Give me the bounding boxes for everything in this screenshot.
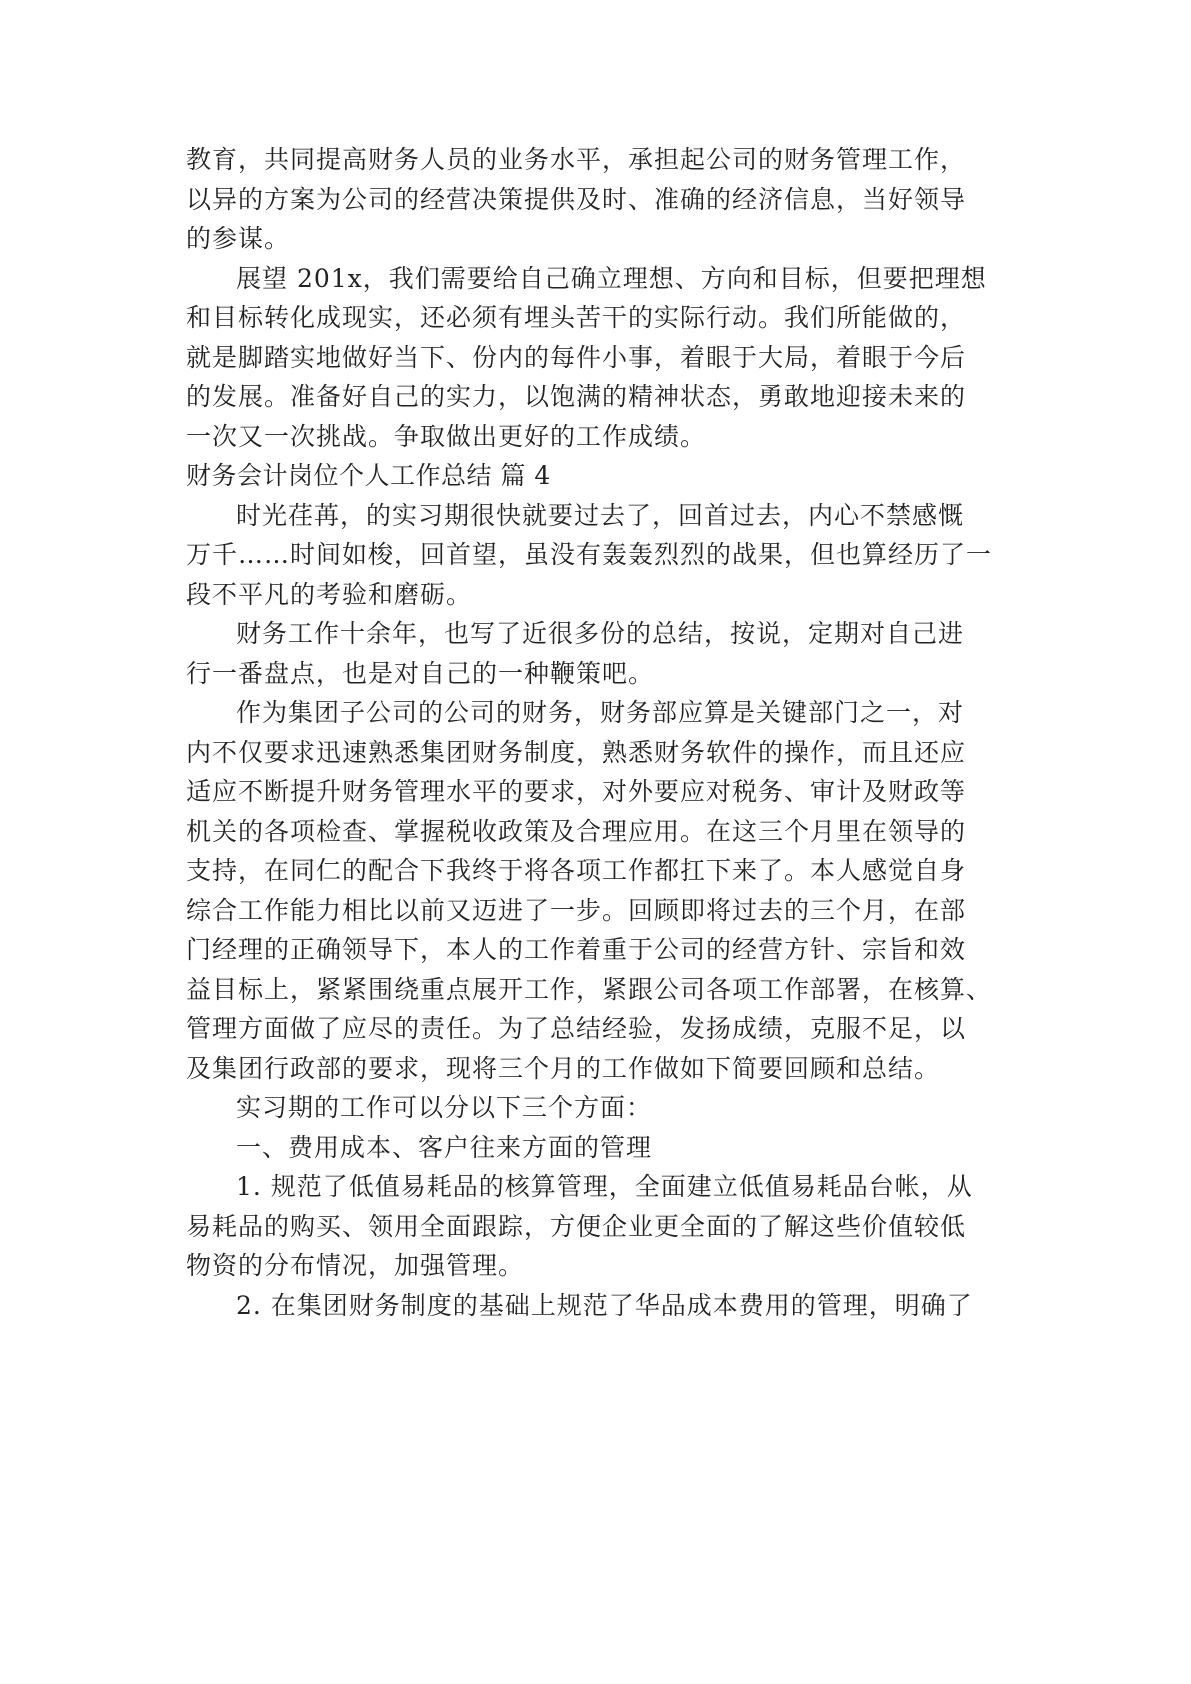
document-body (186, 140, 1046, 1325)
paragraph-line: 综合工作能力相比以前又迈进了一步。回顾即将过去的三个月，在部 (186, 895, 967, 925)
paragraph-line: 的参谋。 (186, 224, 291, 253)
paragraph-line: 以异的方案为公司的经营决策提供及时、准确的经济信息，当好领导 (186, 184, 967, 214)
paragraph-line: 物资的分布情况，加强管理。 (186, 1251, 525, 1280)
paragraph-line: 实习期的工作可以分以下三个方面： (236, 1093, 653, 1122)
paragraph-line: 和目标转化成现实，还必须有埋头苦干的实际行动。我们所能做的， (186, 303, 967, 332)
section-heading: 财务会计岗位个人工作总结 篇 4 (186, 461, 551, 490)
paragraph-line: 时光荏苒，的实习期很快就要过去了，回首过去，内心不禁感慨 (236, 500, 965, 530)
paragraph-line: 适应不断提升财务管理水平的要求，对外要应对税务、审计及财政等 (186, 777, 967, 806)
paragraph-line: 万千……时间如梭，回首望，虽没有轰轰烈烈的战果，但也算经历了一 (186, 540, 993, 569)
paragraph-line: 的发展。准备好自己的实力，以饱满的精神状态，勇敢地迎接未来的 (186, 382, 967, 411)
paragraph-line: 教育，共同提高财务人员的业务水平，承担起公司的财务管理工作， (186, 145, 967, 174)
paragraph-line: 益目标上，紧紧围绕重点展开工作，紧跟公司各项工作部署，在核算、 (186, 974, 993, 1004)
paragraph-line: 1. 规范了低值易耗品的核算管理，全面建立低值易耗品台帐，从 (236, 1172, 973, 1201)
paragraph-line: 作为集团子公司的公司的财务，财务部应算是关键部门之一，对 (236, 698, 965, 727)
paragraph-line: 段不平凡的考验和磨砺。 (186, 579, 473, 609)
paragraph-line: 门经理的正确领导下，本人的工作着重于公司的经营方针、宗旨和效 (186, 935, 967, 964)
paragraph-line: 管理方面做了应尽的责任。为了总结经验，发扬成绩，克服不足，以 (186, 1014, 967, 1043)
paragraph-line: 财务工作十余年，也写了近很多份的总结，按说，定期对自己进 (236, 619, 965, 648)
paragraph-line: 一次又一次挑战。争取做出更好的工作成绩。 (186, 421, 707, 451)
paragraph-line: 易耗品的购买、领用全面跟踪，方便企业更全面的了解这些价值较低 (186, 1211, 967, 1241)
paragraph-line: 展望 201x，我们需要给自己确立理想、方向和目标，但要把理想 (236, 263, 987, 293)
paragraph-line: 及集团行政部的要求，现将三个月的工作做如下简要回顾和总结。 (186, 1053, 941, 1083)
paragraph-line: 行一番盘点，也是对自己的一种鞭策吧。 (186, 658, 655, 688)
paragraph-line: 内不仅要求迅速熟悉集团财务制度，熟悉财务软件的操作，而且还应 (186, 737, 967, 767)
paragraph-line: 2. 在集团财务制度的基础上规范了华品成本费用的管理，明确了 (236, 1290, 973, 1320)
paragraph-line: 一、费用成本、客户往来方面的管理 (236, 1132, 653, 1162)
paragraph-line: 机关的各项检查、掌握税收政策及合理应用。在这三个月里在领导的 (186, 816, 967, 846)
paragraph-line: 支持，在同仁的配合下我终于将各项工作都扛下来了。本人感觉自身 (186, 856, 967, 885)
paragraph-line: 就是脚踏实地做好当下、份内的每件小事，着眼于大局，着眼于今后 (186, 342, 967, 372)
